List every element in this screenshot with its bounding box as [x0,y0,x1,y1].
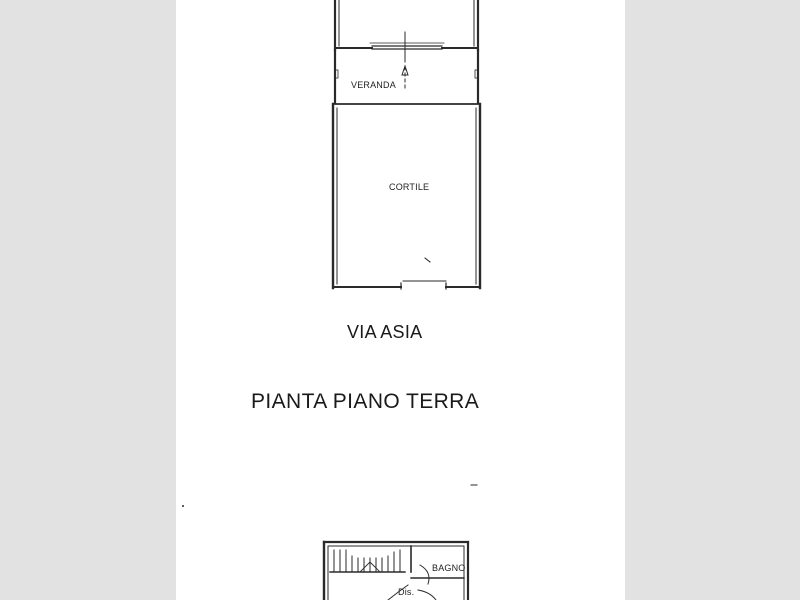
floor-plan-title: PIANTA PIANO TERRA [251,390,480,413]
section-arrow [402,32,408,90]
cortile-walls [333,104,480,289]
stray-dot [182,505,184,507]
bagno-label: BAGNO [432,563,466,573]
veranda-opening [335,43,478,49]
street-label: VIA ASIA [347,322,423,342]
dis-label: Dis. [398,587,415,597]
veranda-walls [335,50,478,104]
cortile-label: CORTILE [389,182,430,192]
veranda-label: VERANDA [351,80,396,90]
upper-room-walls [335,0,478,50]
